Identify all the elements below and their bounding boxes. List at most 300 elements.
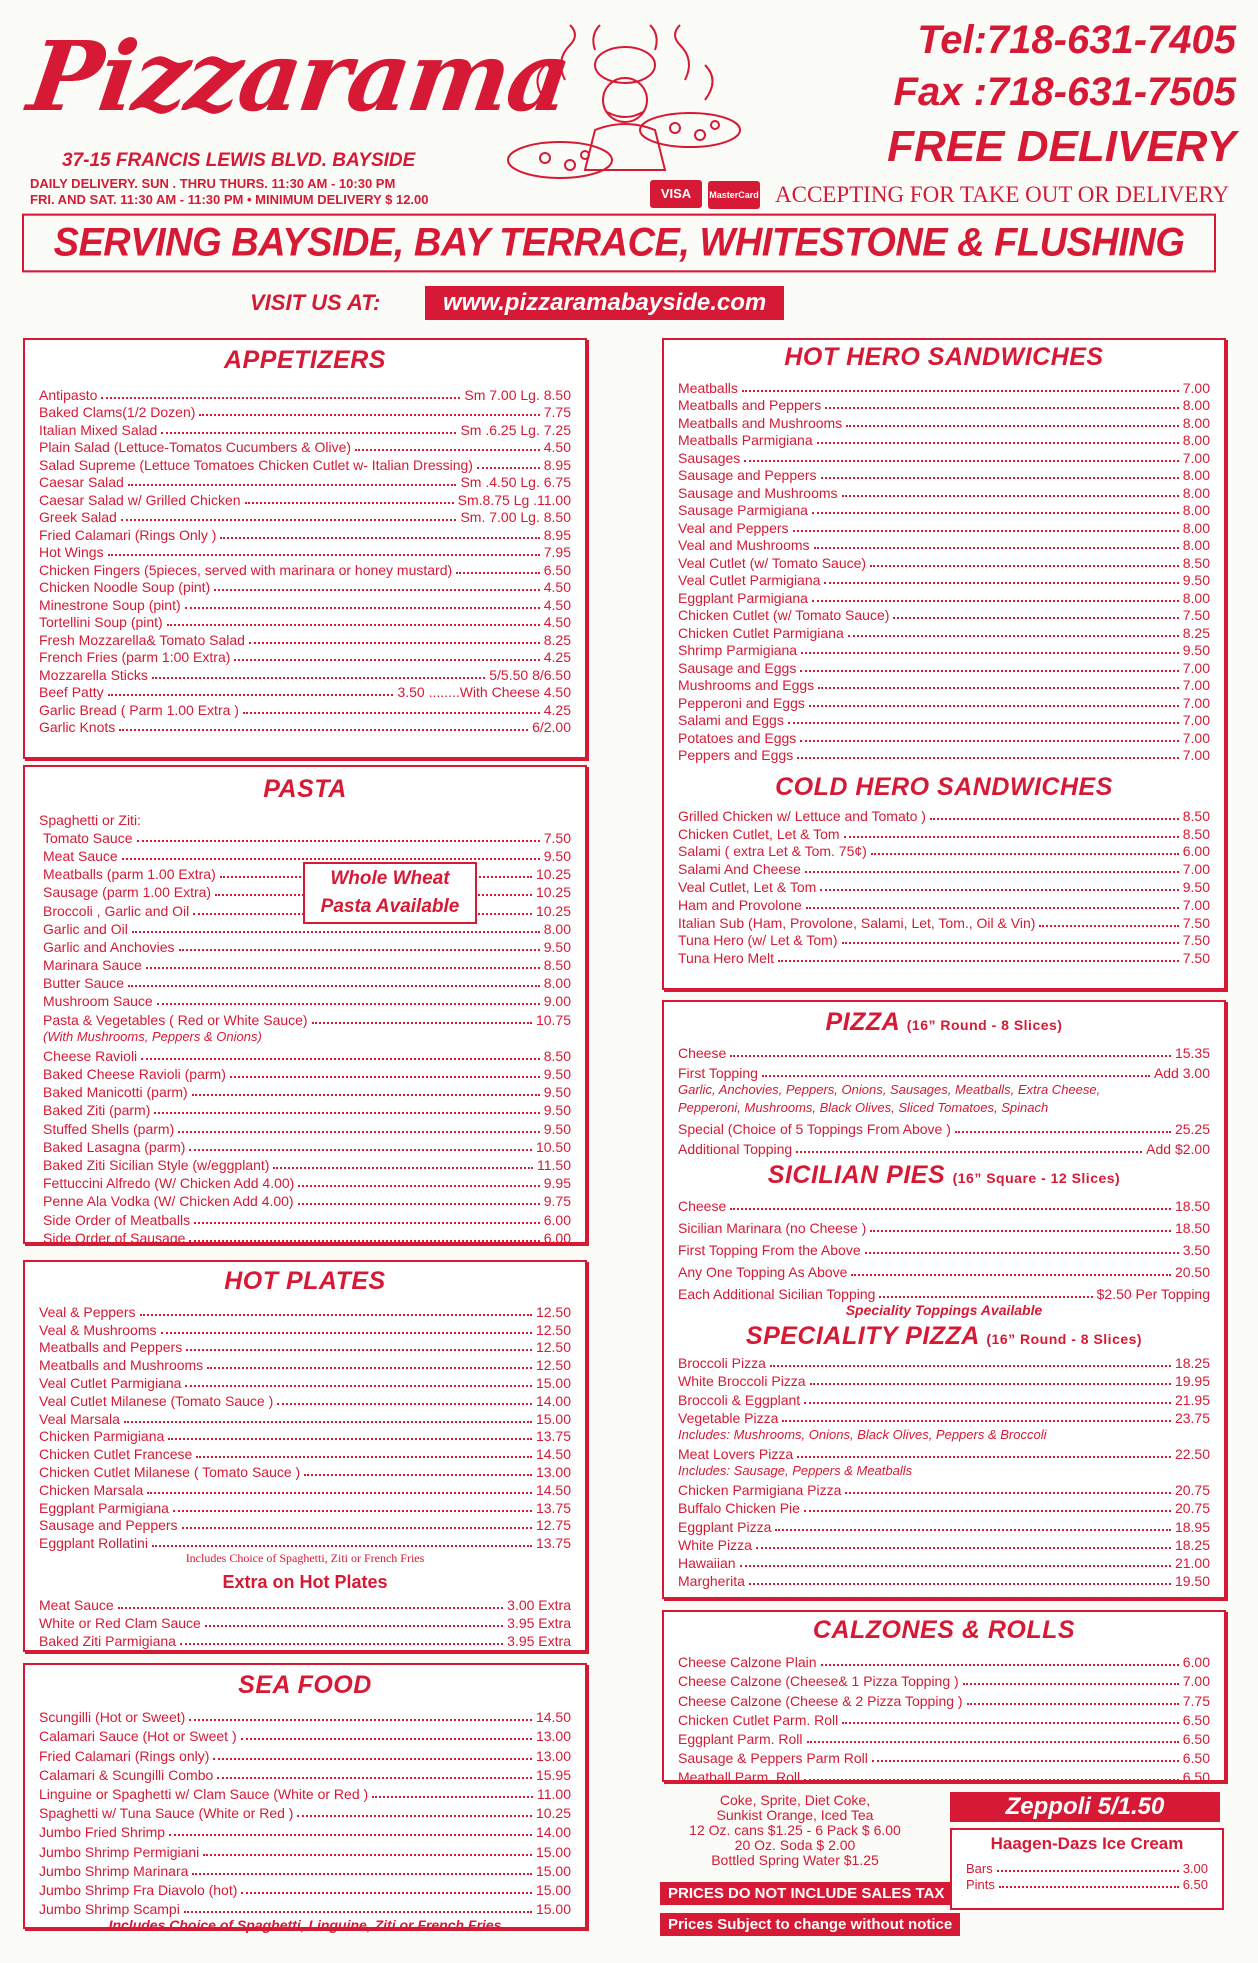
- menu-item: [43, 1173, 571, 1191]
- item-name: Chicken Cutlet Parm. Roll: [678, 1711, 839, 1728]
- menu-item: [678, 553, 1210, 571]
- leader-dots: [879, 1296, 1092, 1298]
- menu-item: [39, 1355, 571, 1373]
- item-price: 11.00: [537, 1785, 571, 1802]
- leader-dots: [372, 1796, 533, 1798]
- menu-item: [678, 658, 1210, 676]
- item-name: Veal Cutlet Parmigiana: [39, 1374, 182, 1391]
- item-price: 12.50: [535, 1339, 571, 1356]
- item-name: Sicilian Marinara (no Cheese ): [678, 1220, 867, 1236]
- leader-dots: [797, 1456, 1171, 1458]
- item-name: Veal Cutlet, Let & Tom: [678, 878, 817, 895]
- menu-item: [678, 1041, 1210, 1061]
- item-name: Penne Ala Vodka (W/ Chicken Add 4.00): [43, 1193, 294, 1210]
- item-price: 6.50: [1182, 1769, 1210, 1786]
- item-price: 11.50: [537, 1156, 571, 1173]
- item-price: 13.75: [535, 1535, 571, 1552]
- item-name: Plain Salad (Lettuce-Tomatos Cucumbers & Olive): [39, 439, 352, 455]
- menu-item: [39, 683, 571, 701]
- menu-item: [39, 613, 571, 631]
- item-name: Fresh Mozzarella& Tomato Salad: [39, 631, 245, 648]
- leader-dots: [132, 931, 540, 933]
- leader-dots: [196, 1456, 532, 1458]
- leader-dots: [277, 1403, 532, 1405]
- item-price: Sm .6.25 Lg. 7.25: [460, 421, 571, 438]
- menu-item: [39, 1613, 571, 1631]
- leader-dots: [203, 1854, 532, 1856]
- appetizers-list: [25, 385, 585, 735]
- menu-item: [678, 895, 1210, 913]
- item-price: 4.50: [543, 439, 571, 455]
- item-name: Garlic and Oil: [43, 920, 128, 937]
- menu-item: [678, 536, 1210, 554]
- leader-dots: [217, 1777, 532, 1779]
- menu-item: [39, 1373, 571, 1391]
- leader-dots: [842, 1722, 1178, 1724]
- hours-line-1: DAILY DELIVERY. SUN . THRU THURS. 11:30 AM - 10:30 PM: [30, 176, 396, 191]
- leader-dots: [152, 1545, 532, 1547]
- leader-dots: [230, 1076, 540, 1078]
- menu-item: [43, 1082, 571, 1100]
- item-price: Add $2.00: [1146, 1141, 1210, 1157]
- menu-item: [43, 1209, 571, 1227]
- leader-dots: [297, 1815, 531, 1817]
- item-price: 18.95: [1174, 1518, 1210, 1535]
- sea-food-title: SEA FOOD: [238, 1671, 372, 1699]
- leader-dots: [121, 519, 457, 521]
- menu-item: [678, 1689, 1210, 1708]
- leader-dots: [963, 1683, 1179, 1685]
- sicilian-list: [678, 1192, 1210, 1302]
- leader-dots: [152, 677, 485, 679]
- item-price: 8.95: [543, 456, 571, 473]
- menu-item: [678, 518, 1210, 536]
- menu-item: [678, 711, 1210, 729]
- leader-dots: [810, 1383, 1171, 1385]
- item-name: Cheese Calzone Plain: [678, 1654, 817, 1671]
- item-price: 21.95: [1174, 1391, 1210, 1408]
- menu-item: [43, 991, 571, 1009]
- item-name: Eggplant Parm. Roll: [678, 1730, 803, 1747]
- leader-dots: [762, 1075, 1150, 1077]
- menu-item: [678, 1571, 1210, 1589]
- leader-dots: [249, 642, 540, 644]
- item-price: 8.00: [1182, 519, 1210, 536]
- whole-wheat-badge: [303, 862, 477, 924]
- fax: Fax :718-631-7505: [893, 70, 1236, 114]
- menu-item: [39, 1302, 571, 1320]
- leader-dots: [178, 1131, 540, 1133]
- item-price: 7.50: [1182, 932, 1210, 949]
- leader-dots: [846, 425, 1179, 427]
- leader-dots: [167, 624, 540, 626]
- extra-hot-plates-list: [39, 1595, 571, 1648]
- item-price: 3.95 Extra: [507, 1614, 571, 1631]
- meat-includes: Includes: Sausage, Peppers & Meatballs: [678, 1462, 913, 1478]
- menu-item: [43, 828, 571, 846]
- pasta-intro: Spaghetti or Ziti:: [39, 811, 141, 828]
- leader-dots: [184, 1911, 532, 1913]
- item-name: Meatballs and Mushrooms: [678, 414, 843, 431]
- menu-item: [39, 1516, 571, 1534]
- item-price: 20.50: [1174, 1264, 1210, 1280]
- item-name: Meat Lovers Pizza: [678, 1445, 794, 1462]
- leader-dots: [234, 659, 539, 661]
- item-name: Pints: [966, 1877, 995, 1892]
- leader-dots: [220, 537, 539, 539]
- leader-dots: [140, 1314, 532, 1316]
- leader-dots: [818, 687, 1179, 689]
- item-name: Side Order of Sausage: [43, 1229, 186, 1246]
- speciality-list-b: [678, 1444, 1210, 1462]
- item-name: Chicken Cutlet, Let & Tom: [678, 825, 840, 842]
- item-name: Garlic and Anchovies: [43, 938, 175, 955]
- leader-dots: [1039, 925, 1178, 927]
- leader-dots: [770, 1365, 1171, 1367]
- item-price: 7.00: [1182, 449, 1210, 466]
- sicilian-title: SICILIAN PIES (16” Square - 12 Slices): [767, 1161, 1121, 1189]
- menu-item: [678, 1670, 1210, 1689]
- cold-hero-title: COLD HERO SANDWICHES: [775, 773, 1113, 801]
- item-name: Meat Sauce: [39, 1596, 114, 1613]
- menu-item: [678, 431, 1210, 449]
- item-name: Broccoli & Eggplant: [678, 1391, 801, 1408]
- menu-item: [678, 806, 1210, 824]
- website-link[interactable]: www.pizzaramabayside.com: [425, 286, 784, 320]
- leader-dots: [967, 1703, 1179, 1705]
- leader-dots: [173, 1510, 532, 1512]
- item-name: Buffalo Chicken Pie: [678, 1500, 800, 1517]
- item-name: Veal Cutlet Parmigiana: [678, 572, 821, 588]
- menu-item: [43, 1100, 571, 1118]
- item-price: 7.00: [1182, 379, 1210, 396]
- menu-item: [678, 1444, 1210, 1462]
- item-name: Meat Sauce: [43, 847, 118, 864]
- leader-dots: [842, 495, 1179, 497]
- leader-dots: [108, 694, 394, 696]
- visit-label: VISIT US AT:: [250, 290, 381, 315]
- menu-item: [39, 508, 571, 526]
- menu-item: [678, 466, 1210, 484]
- item-name: Tuna Hero Melt: [678, 950, 774, 967]
- item-price: 7.00: [1182, 712, 1210, 728]
- item-name: Veal & Mushrooms: [39, 1321, 157, 1338]
- item-name: Mushroom Sauce: [43, 993, 153, 1010]
- item-price: 19.50: [1174, 1573, 1210, 1590]
- menu-item: [678, 483, 1210, 501]
- leader-dots: [999, 1886, 1179, 1888]
- menu-item: [39, 455, 571, 473]
- item-name: Veal Marsala: [39, 1410, 120, 1427]
- speciality-title: SPECIALITY PIZZA (16” Round - 8 Slices): [745, 1322, 1143, 1350]
- item-name: Veal & Peppers: [39, 1303, 136, 1320]
- item-price: 7.00: [1182, 747, 1210, 763]
- leader-dots: [214, 589, 540, 591]
- menu-item: [39, 718, 571, 736]
- tel[interactable]: Tel:718-631-7405: [917, 18, 1236, 62]
- menu-item: [678, 913, 1210, 931]
- leader-dots: [186, 1349, 532, 1351]
- menu-item: [678, 1480, 1210, 1498]
- leader-dots: [182, 1527, 532, 1529]
- leader-dots: [893, 617, 1178, 619]
- item-name: Sausage & Peppers Parm Roll: [678, 1750, 868, 1767]
- menu-item: [678, 1535, 1210, 1553]
- item-price: 12.50: [535, 1303, 571, 1320]
- item-price: 10.50: [535, 1138, 571, 1155]
- accepting: ACCEPTING FOR TAKE OUT OR DELIVERY: [775, 182, 1230, 207]
- menu-item: [678, 413, 1210, 431]
- menu-item: [39, 1860, 571, 1879]
- leader-dots: [312, 1022, 532, 1024]
- leader-dots: [124, 1421, 532, 1423]
- item-price: 6.50: [543, 561, 571, 578]
- hot-hero-list: [678, 378, 1210, 763]
- leader-dots: [812, 512, 1179, 514]
- menu-item: [678, 571, 1210, 589]
- item-name: Margherita: [678, 1573, 745, 1590]
- menu-item: [39, 630, 571, 648]
- extra-hot-plates-title: Extra on Hot Plates: [222, 1572, 388, 1593]
- menu-item: [39, 438, 571, 456]
- leader-dots: [842, 942, 1179, 944]
- item-price: 8.50: [1182, 554, 1210, 571]
- item-price: 8.50: [543, 1047, 571, 1064]
- item-name: Chicken Parmigiana Pizza: [678, 1482, 842, 1499]
- item-name: Fried Calamari (Rings Only ): [39, 526, 217, 543]
- sicilian-avail: Speciality Toppings Available: [845, 1302, 1043, 1318]
- sales-tax-notice: PRICES DO NOT INCLUDE SALES TAX: [660, 1882, 952, 1905]
- leader-dots: [169, 1834, 532, 1836]
- item-name: Butter Sauce: [43, 975, 124, 992]
- menu-item: [678, 693, 1210, 711]
- chef-pizza-icon: [505, 20, 745, 205]
- speciality-list-a: [678, 1353, 1210, 1426]
- menu-item: [39, 473, 571, 491]
- item-price: 7.75: [1182, 1692, 1210, 1709]
- item-price: $2.50 Per Topping: [1096, 1286, 1210, 1302]
- item-price: 9.50: [543, 847, 571, 864]
- leader-dots: [180, 1643, 503, 1645]
- item-price: 20.75: [1174, 1500, 1210, 1517]
- whole-wheat-line2: Pasta Available: [320, 896, 460, 917]
- item-name: Salami and Eggs: [678, 712, 784, 728]
- leader-dots: [814, 547, 1179, 549]
- leader-dots: [245, 502, 454, 504]
- item-name: Sausage and Peppers: [39, 1517, 178, 1534]
- menu-item: [43, 1009, 571, 1027]
- item-price: 23.75: [1174, 1409, 1210, 1426]
- item-name: Tuna Hero (w/ Let & Tom): [678, 932, 838, 949]
- item-name: Meatballs: [678, 379, 738, 396]
- hot-plates-list: [39, 1302, 571, 1551]
- menu-item: [43, 1046, 571, 1064]
- item-name: Each Additional Sicilian Topping: [678, 1286, 876, 1302]
- pasta-items-b: [39, 1046, 571, 1246]
- item-name: Chicken Parmigiana: [39, 1428, 165, 1445]
- item-price: 15.00: [535, 1410, 571, 1427]
- item-price: 9.50: [1182, 572, 1210, 588]
- item-price: 8.00: [1182, 397, 1210, 413]
- leader-dots: [189, 1240, 539, 1242]
- menu-item: [39, 1898, 571, 1917]
- menu-item: [39, 1595, 571, 1613]
- item-name: Baked Lasagna (parm): [43, 1138, 186, 1155]
- pasta-section: [23, 765, 587, 1244]
- menu-item: [39, 1840, 571, 1859]
- calzones-section: [662, 1610, 1226, 1786]
- leader-dots: [740, 1565, 1171, 1567]
- item-price: 10.25: [535, 884, 571, 901]
- item-name: First Topping: [678, 1065, 758, 1081]
- item-name: Stuffed Shells (parm): [43, 1120, 175, 1137]
- menu-item: [678, 842, 1210, 860]
- item-price: 8.00: [1182, 414, 1210, 431]
- payment-cards: [650, 180, 766, 209]
- item-price: 7.00: [1182, 677, 1210, 693]
- whole-wheat-line1: Whole Wheat: [330, 868, 450, 889]
- leader-dots: [749, 1583, 1171, 1585]
- menu-item: [39, 1706, 571, 1725]
- leader-dots: [154, 1112, 539, 1114]
- menu-item: [678, 1553, 1210, 1571]
- leader-dots: [273, 1167, 533, 1169]
- item-name: Pasta & Vegetables ( Red or White Sauce): [43, 1011, 308, 1028]
- item-price: 19.95: [1174, 1373, 1210, 1390]
- leader-dots: [756, 1547, 1171, 1549]
- free-delivery: FREE DELIVERY: [887, 122, 1236, 171]
- leader-dots: [851, 1274, 1171, 1276]
- sea-food-list: [39, 1706, 571, 1917]
- item-name: Marinara Sauce: [43, 957, 142, 974]
- item-price: 8.00: [1182, 467, 1210, 483]
- leader-dots: [179, 949, 540, 951]
- pasta-title: PASTA: [263, 775, 347, 803]
- item-price: 10.75: [535, 1011, 571, 1028]
- leader-dots: [804, 1510, 1171, 1512]
- leader-dots: [241, 1892, 532, 1894]
- menu-item: [678, 1214, 1210, 1236]
- leader-dots: [192, 1094, 540, 1096]
- leader-dots: [194, 1222, 540, 1224]
- menu-item: [39, 1338, 571, 1356]
- menu-item: [39, 595, 571, 613]
- item-name: Caesar Salad: [39, 474, 124, 490]
- item-name: Meatballs Parmigiana: [678, 432, 813, 448]
- item-price: Sm. 7.00 Lg. 8.50: [460, 509, 571, 525]
- item-price: 12.50: [535, 1357, 571, 1374]
- item-name: Shrimp Parmigiana: [678, 642, 798, 658]
- menu-item: [39, 1462, 571, 1480]
- menu-item: [39, 648, 571, 666]
- item-price: 9.00: [543, 993, 571, 1010]
- item-price: 3.00: [1182, 1861, 1208, 1876]
- item-name: Cheese Calzone (Cheese& 1 Pizza Topping ): [678, 1673, 959, 1690]
- menu-item: [39, 1744, 571, 1763]
- pizza-list: [678, 1041, 1210, 1081]
- menu-item: [43, 1137, 571, 1155]
- sea-food-note: Includes Choice of Spaghetti, Linguine, Ziti or French Fries: [108, 1917, 502, 1934]
- leader-dots: [161, 1332, 532, 1334]
- item-price: 12.75: [535, 1517, 571, 1534]
- hours-line-2: FRI. AND SAT. 11:30 AM - 11:30 PM • MINIMUM DELIVERY $ 12.00: [30, 192, 429, 207]
- leader-dots: [146, 967, 540, 969]
- ice-cream-box: [950, 1828, 1224, 1910]
- pizza-section: [662, 1000, 1226, 1599]
- menu-item: [39, 543, 571, 561]
- leader-dots: [812, 600, 1179, 602]
- item-price: 10.25: [535, 902, 571, 919]
- item-name: Any One Topping As Above: [678, 1264, 848, 1280]
- appetizers-title: APPETIZERS: [224, 346, 386, 374]
- menu-item: [678, 1747, 1210, 1766]
- item-price: 8.50: [1182, 825, 1210, 842]
- menu-item: [39, 1821, 571, 1840]
- hot-plates-note: Includes Choice of Spaghetti, Ziti or French Fries: [185, 1551, 425, 1566]
- item-name: Italian Sub (Ham, Provolone, Salami, Let, Tom., Oil & Vin): [678, 914, 1036, 931]
- menu-item: [43, 1191, 571, 1209]
- leader-dots: [189, 1719, 532, 1721]
- item-name: Chicken Fingers (5pieces, served with marinara or honey mustard): [39, 561, 453, 578]
- item-price: 8.95: [543, 526, 571, 543]
- leader-dots: [824, 582, 1178, 584]
- pasta-veg-note: (With Mushrooms, Peppers & Onions): [43, 1028, 262, 1044]
- item-price: 8.50: [543, 957, 571, 974]
- item-price: 14.50: [535, 1446, 571, 1463]
- item-price: 7.00: [1182, 861, 1210, 878]
- hot-plates-title: HOT PLATES: [224, 1267, 386, 1295]
- item-name: Cheese: [678, 1045, 727, 1061]
- leader-dots: [804, 1779, 1179, 1781]
- item-price: 15.00: [535, 1881, 571, 1898]
- item-name: First Topping From the Above: [678, 1242, 861, 1258]
- leader-dots: [845, 1492, 1171, 1494]
- item-price: 21.00: [1174, 1554, 1210, 1571]
- menu-item: [678, 877, 1210, 895]
- item-price: 8.25: [1182, 624, 1210, 641]
- item-name: Meatball Parm. Roll: [678, 1769, 801, 1786]
- leader-dots: [801, 652, 1179, 654]
- item-name: Veal and Peppers: [678, 519, 789, 536]
- menu-item: [966, 1860, 1208, 1876]
- item-name: Veal and Mushrooms: [678, 537, 810, 553]
- item-price: 18.50: [1174, 1198, 1210, 1214]
- item-name: Hot Wings: [39, 544, 104, 560]
- item-price: 15.00: [535, 1374, 571, 1391]
- leader-dots: [189, 1149, 532, 1151]
- item-price: 13.00: [535, 1463, 571, 1480]
- address: 37-15 FRANCIS LEWIS BLVD. BAYSIDE: [62, 150, 416, 171]
- item-name: Eggplant Pizza: [678, 1518, 772, 1535]
- menu-item: [678, 859, 1210, 877]
- item-name: Chicken Cutlet (w/ Tomato Sauce): [678, 607, 890, 623]
- item-name: Baked Clams(1/2 Dozen): [39, 404, 196, 420]
- cold-hero-list: [678, 806, 1210, 966]
- leader-dots: [778, 960, 1179, 962]
- item-name: Ham and Provolone: [678, 896, 802, 913]
- menu-item: [39, 578, 571, 596]
- menu-item: [678, 824, 1210, 842]
- item-price: 9.50: [543, 1102, 571, 1119]
- menu-item: [39, 1879, 571, 1898]
- item-price: 15.95: [535, 1766, 571, 1783]
- item-name: Additional Topping: [678, 1141, 793, 1157]
- leader-dots: [848, 635, 1179, 637]
- item-price: 3.95 Extra: [507, 1632, 571, 1649]
- item-price: 22.50: [1174, 1445, 1210, 1462]
- item-name: Spaghetti w/ Tuna Sauce (White or Red ): [39, 1805, 294, 1822]
- item-price: 7.00: [1182, 694, 1210, 711]
